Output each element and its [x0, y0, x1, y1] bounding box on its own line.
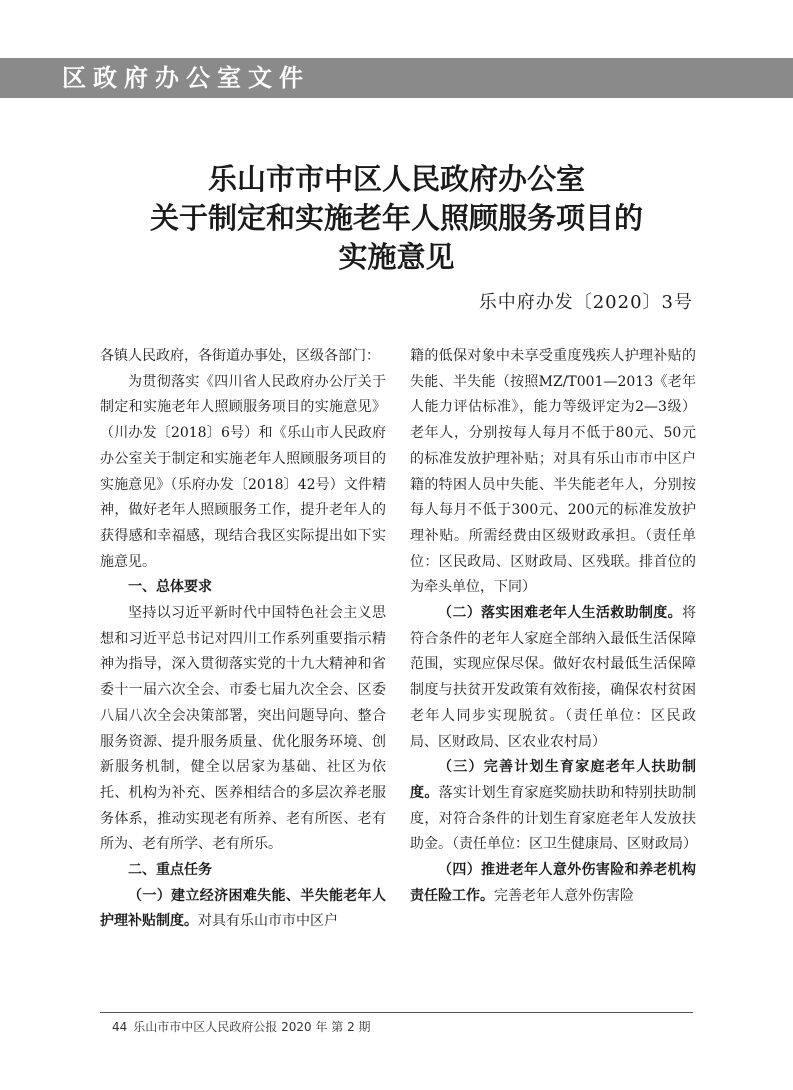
task-4-title: （四）推进老年人意外伤害险和养老机构责任险工作。 — [410, 862, 696, 904]
task-2-paragraph — [410, 601, 696, 755]
task-3-paragraph — [410, 755, 696, 858]
publication-name: 乐山市市中区人民政府公报 2020 年 第 2 期 — [133, 1020, 371, 1034]
task-2-text: 将符合条件的老年人家庭全部纳入最低生活保障范围，实现应保尽保。做好农村最低生活保障制度与扶贫开发政策有效衔接，确保农村贫困老年人同步实现脱贫。（责任单位：区民政局、区财政局、区农业农村局） — [410, 605, 696, 750]
addressee: 各镇人民政府，各街道办事处，区级各部门： — [100, 348, 380, 364]
task-3-title: （三）完善计划生育家庭老年人扶助制度。 — [410, 759, 696, 801]
right-column — [410, 344, 696, 909]
task-1-text: 对具有乐山市市中区户 — [198, 913, 338, 930]
task-4-paragraph — [410, 858, 696, 909]
header-band-title: 区政府办公室文件 — [62, 64, 310, 92]
section-heading-tasks: 二、重点任务 — [128, 862, 212, 879]
task-2-title: （二）落实困难老年人生活救助制度。 — [438, 605, 682, 622]
document-number: 乐中府办发〔2020〕3号 — [478, 292, 693, 313]
general-requirements-paragraph: 坚持以习近平新时代中国特色社会主义思想和习近平总书记对四川工作系列重要指示精神为指导，深入贯彻落实党的十九大精神和省委十一届六次全会、市委七届九次全会、区委八届八次全会决策部署，突出问题导向、整合服务资源、提升服务质量、优化服务环境、创新服务机制，健全以居家为基础、社区为依托、机构为补充、医养相结合的多层次养老服务体系，推动实现老有所养、老有所医、老有所为、老有所学、老有所乐。 — [100, 605, 386, 853]
task-1-paragraph — [100, 884, 386, 935]
header-band — [0, 58, 793, 98]
title-line-3: 实施意见 — [338, 240, 455, 274]
title-line-1: 乐山市市中区人民政府办公室 — [207, 162, 585, 196]
task-1-continued: 籍的低保对象中未享受重度残疾人护理补贴的失能、半失能（按照MZ/T001—2013《老年人能力评估标准》，能力等级评定为2—3级）老年人，分别按每人每月不低于80元、50元的标准发放护理补贴；对具有乐山市市中区户籍的特困人员中失能、半失能老年人，分别按每人每月不低于300元、200元的标准发放护理补贴。所需经费由区级财政承担。（责任单位：区民政局、区财政局、区残联。排首位的为牵头单位，下同） — [410, 348, 696, 596]
left-column — [100, 344, 386, 935]
task-4-text: 完善老年人意外伤害险 — [494, 887, 634, 904]
footer-divider — [100, 1012, 693, 1013]
section-heading-general: 一、总体要求 — [128, 579, 212, 596]
document-title — [0, 160, 793, 277]
page-number: 44 — [112, 1020, 128, 1034]
task-1-title: （一）建立经济困难失能、半失能老年人护理补贴制度。 — [100, 887, 386, 930]
task-3-text: 落实计划生育家庭奖励扶助和特别扶助制度，对符合条件的计划生育家庭老年人发放扶助金。（责任单位：区卫生健康局、区财政局） — [410, 784, 697, 853]
page-footer — [112, 1018, 371, 1036]
intro-paragraph: 为贯彻落实《四川省人民政府办公厅关于制定和实施老年人照顾服务项目的实施意见》（川办发〔2018〕6号）和《乐山市人民政府办公室关于制定和实施老年人照顾服务项目的实施意见》（乐府办发〔2018〕42号）文件精神，做好老年人照顾服务工作，提升老年人的获得感和幸福感，现结合我区实际提出如下实施意见。 — [100, 373, 386, 570]
title-line-2: 关于制定和实施老年人照顾服务项目的 — [149, 201, 643, 235]
